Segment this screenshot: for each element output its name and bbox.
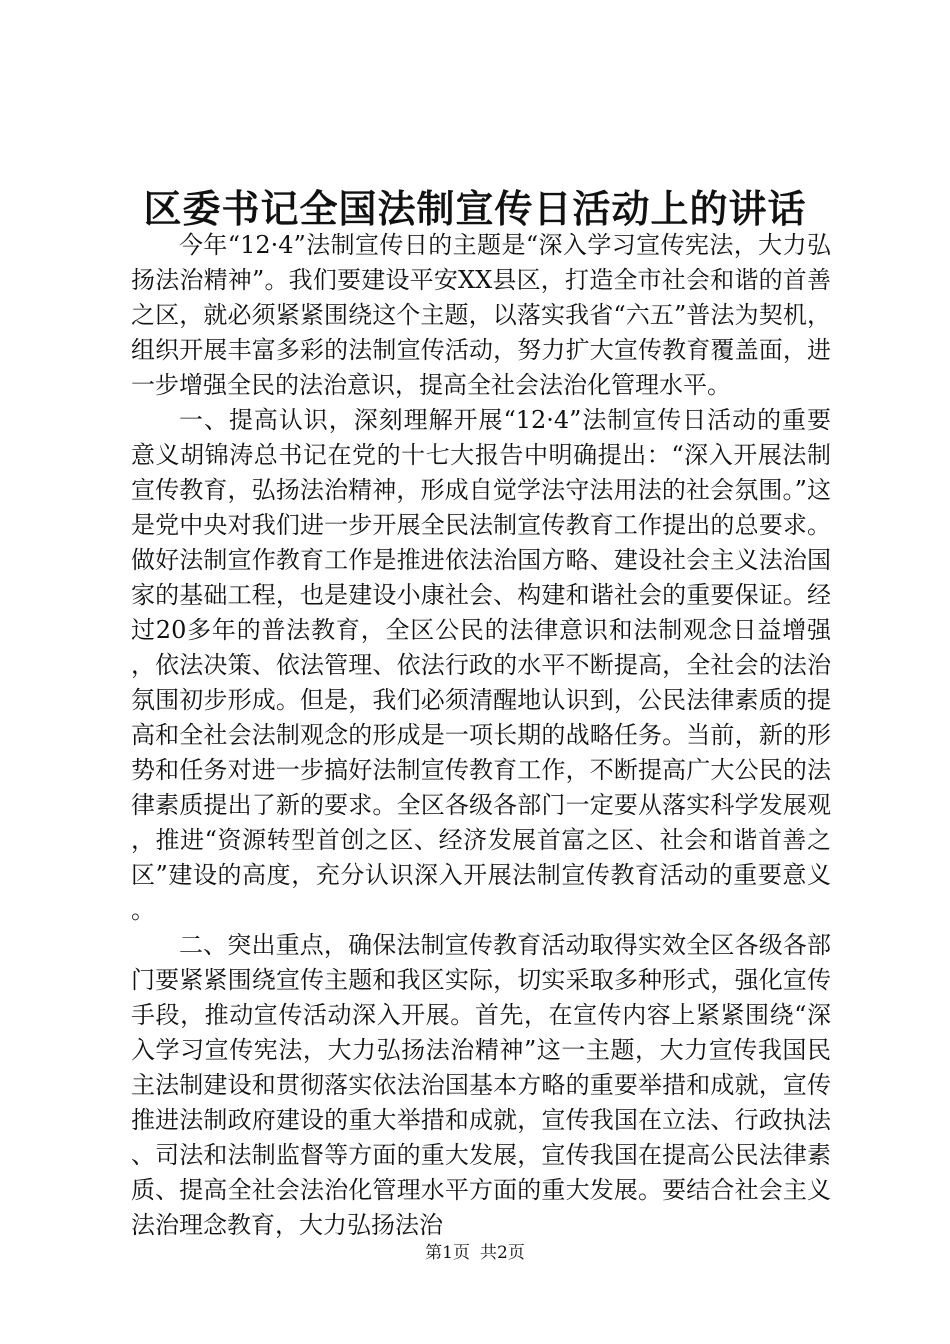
page-total: 共2页 [480,1243,525,1263]
paragraph-section-two: 二、突出重点，确保法制宣传教育活动取得实效全区各级各部门要紧紧围绕宣传主题和我区实际，切实采取多种形式，强化宣传手段，推动宣传活动深入开展。首先，在宣传内容上紧紧围绕“深入学习宣传宪法，大力弘扬法治精神”这一主题，大力宣传我国民主法制建设和贯彻落实依法治国基本方略的重要举措和成就，宣传推进法制政府建设的重大举措和成就，宣传我国在立法、行政执法、司法和法制监督等方面的重大发展，宣传我国在提高公民法律素质、提高全社会法治化管理水平方面的重大发展。要结合社会主义法治理念教育，大力弘扬法治 [131,931,831,1239]
document-body [131,228,831,1243]
paragraph-section-one: 一、提高认识，深刻理解开展“12·4”法制宣传日活动的重要意义胡锦涛总书记在党的十七大报告中明确提出：“深入开展法制宣传教育，弘扬法治精神，形成自觉学法守法用法的社会氛围。”这是党中央对我们进一步开展全民法制宣传教育工作提出的总要求。做好法制宣作教育工作是推进依法治国方略、建设社会主义法治国家的基础工程，也是建设小康社会、构建和谐社会的重要保证。经过20多年的普法教育，全区公民的法律意识和法制观念日益增强，依法决策、依法管理、依法行政的水平不断提高，全社会的法治氛围初步形成。但是，我们必须清醒地认识到，公民法律素质的提高和全社会法制观念的形成是一项长期的战略任务。当前，新的形势和任务对进一步搞好法制宣传教育工作，不断提高广大公民的法律素质提出了新的要求。全区各级各部门一定要从落实科学发展观，推进“资源转型首创之区、经济发展首富之区、社会和谐首善之区”建设的高度，充分认识深入开展法制宣传教育活动的重要意义。 [131,406,831,924]
page-footer [0,1241,950,1265]
paragraph-intro: 今年“12·4”法制宣传日的主题是“深入学习宣传宪法，大力弘扬法治精神”。我们要建设平安XX县区，打造全市社会和谐的首善之区，就必须紧紧围绕这个主题，以落实我省“六五”普法为契机，组织开展丰富多彩的法制宣传活动，努力扩大宣传教育覆盖面，进一步增强全民的法治意识，提高全社会法治化管理水平。 [131,231,831,399]
document-title: 区委书记全国法制宣传日活动上的讲话 [143,186,807,231]
page-number: 第1页 [425,1243,470,1263]
